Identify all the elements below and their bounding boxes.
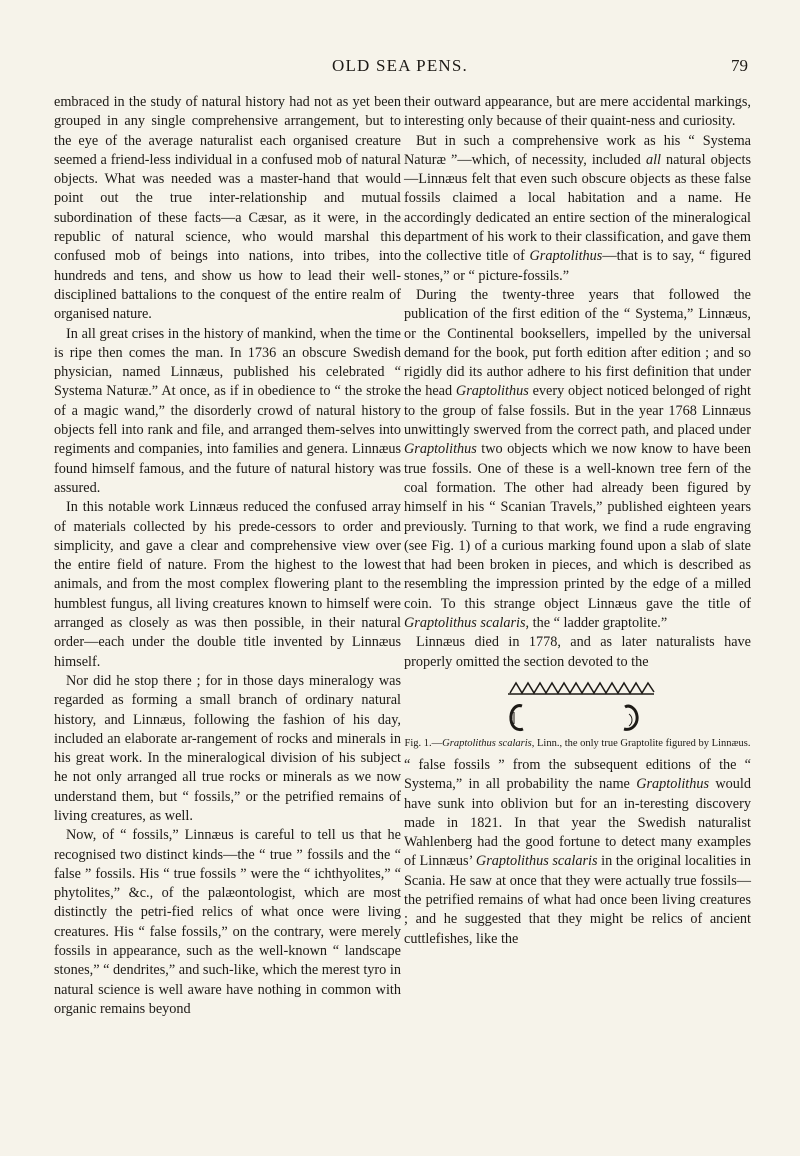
text-run: natural objects—Linnæus felt that even such obscure objects as these false fossils claimed a local habitation and a name. He accordingly dedicated an entire section of the mineralogical department of his work to their classification, and gave them the collective title of: [404, 151, 751, 265]
italic-text: Graptolithus scalaris: [442, 737, 532, 749]
serrated-edge: [510, 683, 654, 693]
text-run: every object noticed belonged of right to the group of false fossils. But in the year 1768 Linnæus unwittingly swerved from the correct path, and placed under: [404, 383, 751, 439]
italic-text: Graptolithus scalaris: [475, 853, 598, 870]
text-run: “ false fossils ” from the subsequent editions of the “ Systema,” in all probability the name: [404, 756, 751, 793]
paragraph: Now, of “ fossils,” Linnæus is careful to tell us that he recognised two distinct kinds—the “ true ” fossils and the “ false ” fossils. His “ true fossils ” were the “ ichthyolites,” “ phytolites,” &c., of the palæontologist, which are most distinctly the petri-fied relics of what once were living creatures. His “ false fossils,” on the contrary, were merely fossils in appearance, such as the well-known “ landscape stones,” “ dendrites,” and such-like, which the merest tyro in natural science is well aware have nothing in common with organic remains beyond: [54, 827, 401, 1017]
italic-text: Graptolithus: [636, 776, 710, 793]
text-run: would have sunk into oblivion but for an in-teresting discovery made in 1821. In that year the Swedish naturalist Wahlenberg had the good fortune to detect many examples of Linnæus’: [404, 776, 752, 870]
left-fragment: [510, 706, 522, 730]
page-number: 79: [731, 56, 748, 75]
right-fragment-inner: [629, 714, 632, 726]
figure-1: [404, 680, 751, 750]
italic-text: Graptolithus: [455, 383, 529, 400]
italic-text: all: [645, 151, 661, 168]
text-run: During the twenty-three years that followed the publication of the first edition of the “ Systema,” Linnæus, or the Continental booksellers, impelled by the universal demand for the book, put forth edition after edition ; and so rigidly did its author adhere to his first definition that under the head: [404, 286, 751, 400]
paragraph: [404, 286, 751, 633]
italic-text: Graptolithus: [404, 441, 477, 458]
figure-caption: [404, 738, 751, 750]
text-run: But in such a comprehensive work as his “ Systema Naturæ ”—which, of necessity, included: [404, 132, 751, 168]
paragraph: embraced in the study of natural history had not as yet been grouped in any single comprehensive arrangement, but to the eye of the average naturalist each organised creature seemed a friend-less individual in a confused mob of natural objects. What was needed was a master-hand that would point out the true inter-relationship and mutual subordination of these facts—a Cæsar, as it were, in the republic of natural science, who would marshal this confused mob of beings into nations, into tribes, into hundreds and tens, and show us how to lead their well-disciplined battalions to the conquest of the entire realm of organised nature.: [54, 94, 401, 323]
italic-text: Graptolithus scalaris: [404, 615, 526, 632]
page-header: [0, 52, 800, 82]
left-column: [54, 93, 401, 1019]
italic-text: Graptolithus: [529, 248, 603, 265]
text-run: in the original localities in Scania. He saw at once that they were actually true fossils—the petrified remains of what had once been living creatures ; and he suggested that they might be relics of ancient cuttlefishes, like the: [404, 853, 751, 947]
paragraph: In all great crises in the history of mankind, when the time is ripe then comes the man. In 1736 an obscure Swedish physician, named Linnæus, published his celebrated “ Systema Naturæ.” At once, as if in obedience to “ the stroke of a magic wand,” the disorderly crowd of natural history objects fell into rank and file, and arranged them-selves into regiments and companies, into families and genera. Linnæus found himself famous, and the future of natural history was assured.: [54, 325, 401, 496]
paragraph: Linnæus died in 1778, and as later naturalists have properly omitted the section devoted to the: [404, 634, 751, 670]
text-run: , Linn., the only true Graptolite figured by Linnæus.: [531, 737, 751, 749]
paragraph: their outward appearance, but are mere accidental markings, interesting only because of their quaint-ness and curiosity.: [404, 94, 751, 130]
graptolite-engraving: [478, 680, 678, 736]
running-head: OLD SEA PENS.: [331, 56, 469, 75]
right-fragment: [624, 706, 637, 729]
text-run: two objects which we now know to have been true fossils. One of these is a well-known tree fern of the coal formation. The other had already been figured by himself in his “ Scanian Travels,” published eighteen years previously. Turning to that work, we find a rude engraving (see Fig. 1) of a curious marking found upon a slab of slate that had been broken in pieces, and which is described as resembling the impression printed by the edge of a milled coin. To this strange object Linnæus gave the title of: [404, 441, 751, 612]
paragraph: [404, 756, 751, 949]
right-column: [404, 93, 751, 949]
paragraph: Nor did he stop there ; for in those days mineralogy was regarded as forming a small branch of ordinary natural history, and Linnæus, following the fashion of his day, included an elaborate ar-rangement of rocks and minerals in his great work. In the mineralogical division of his subject he not only arranged all true rocks or minerals as we now understand them, but “ fossils,” or the petrified remains of living creatures, as well.: [54, 672, 401, 824]
text-run: —that is to say, “ figured stones,” or “ picture-fossils.”: [404, 248, 751, 284]
paragraph: [404, 132, 751, 286]
text-run: , the “ ladder graptolite.”: [525, 615, 668, 632]
text-run: Fig. 1.—: [404, 737, 443, 749]
paragraph: In this notable work Linnæus reduced the confused array of materials collected by his prede-cessors to order and simplicity, and gave a clear and comprehensive view over the entire field of nature. From the highest to the lowest animals, and from the most complex flowering plant to the humblest fungus, all living creatures known to himself were arranged as closely as was then possible, in their natural order—each under the double title invented by Linnæus himself.: [54, 499, 401, 670]
